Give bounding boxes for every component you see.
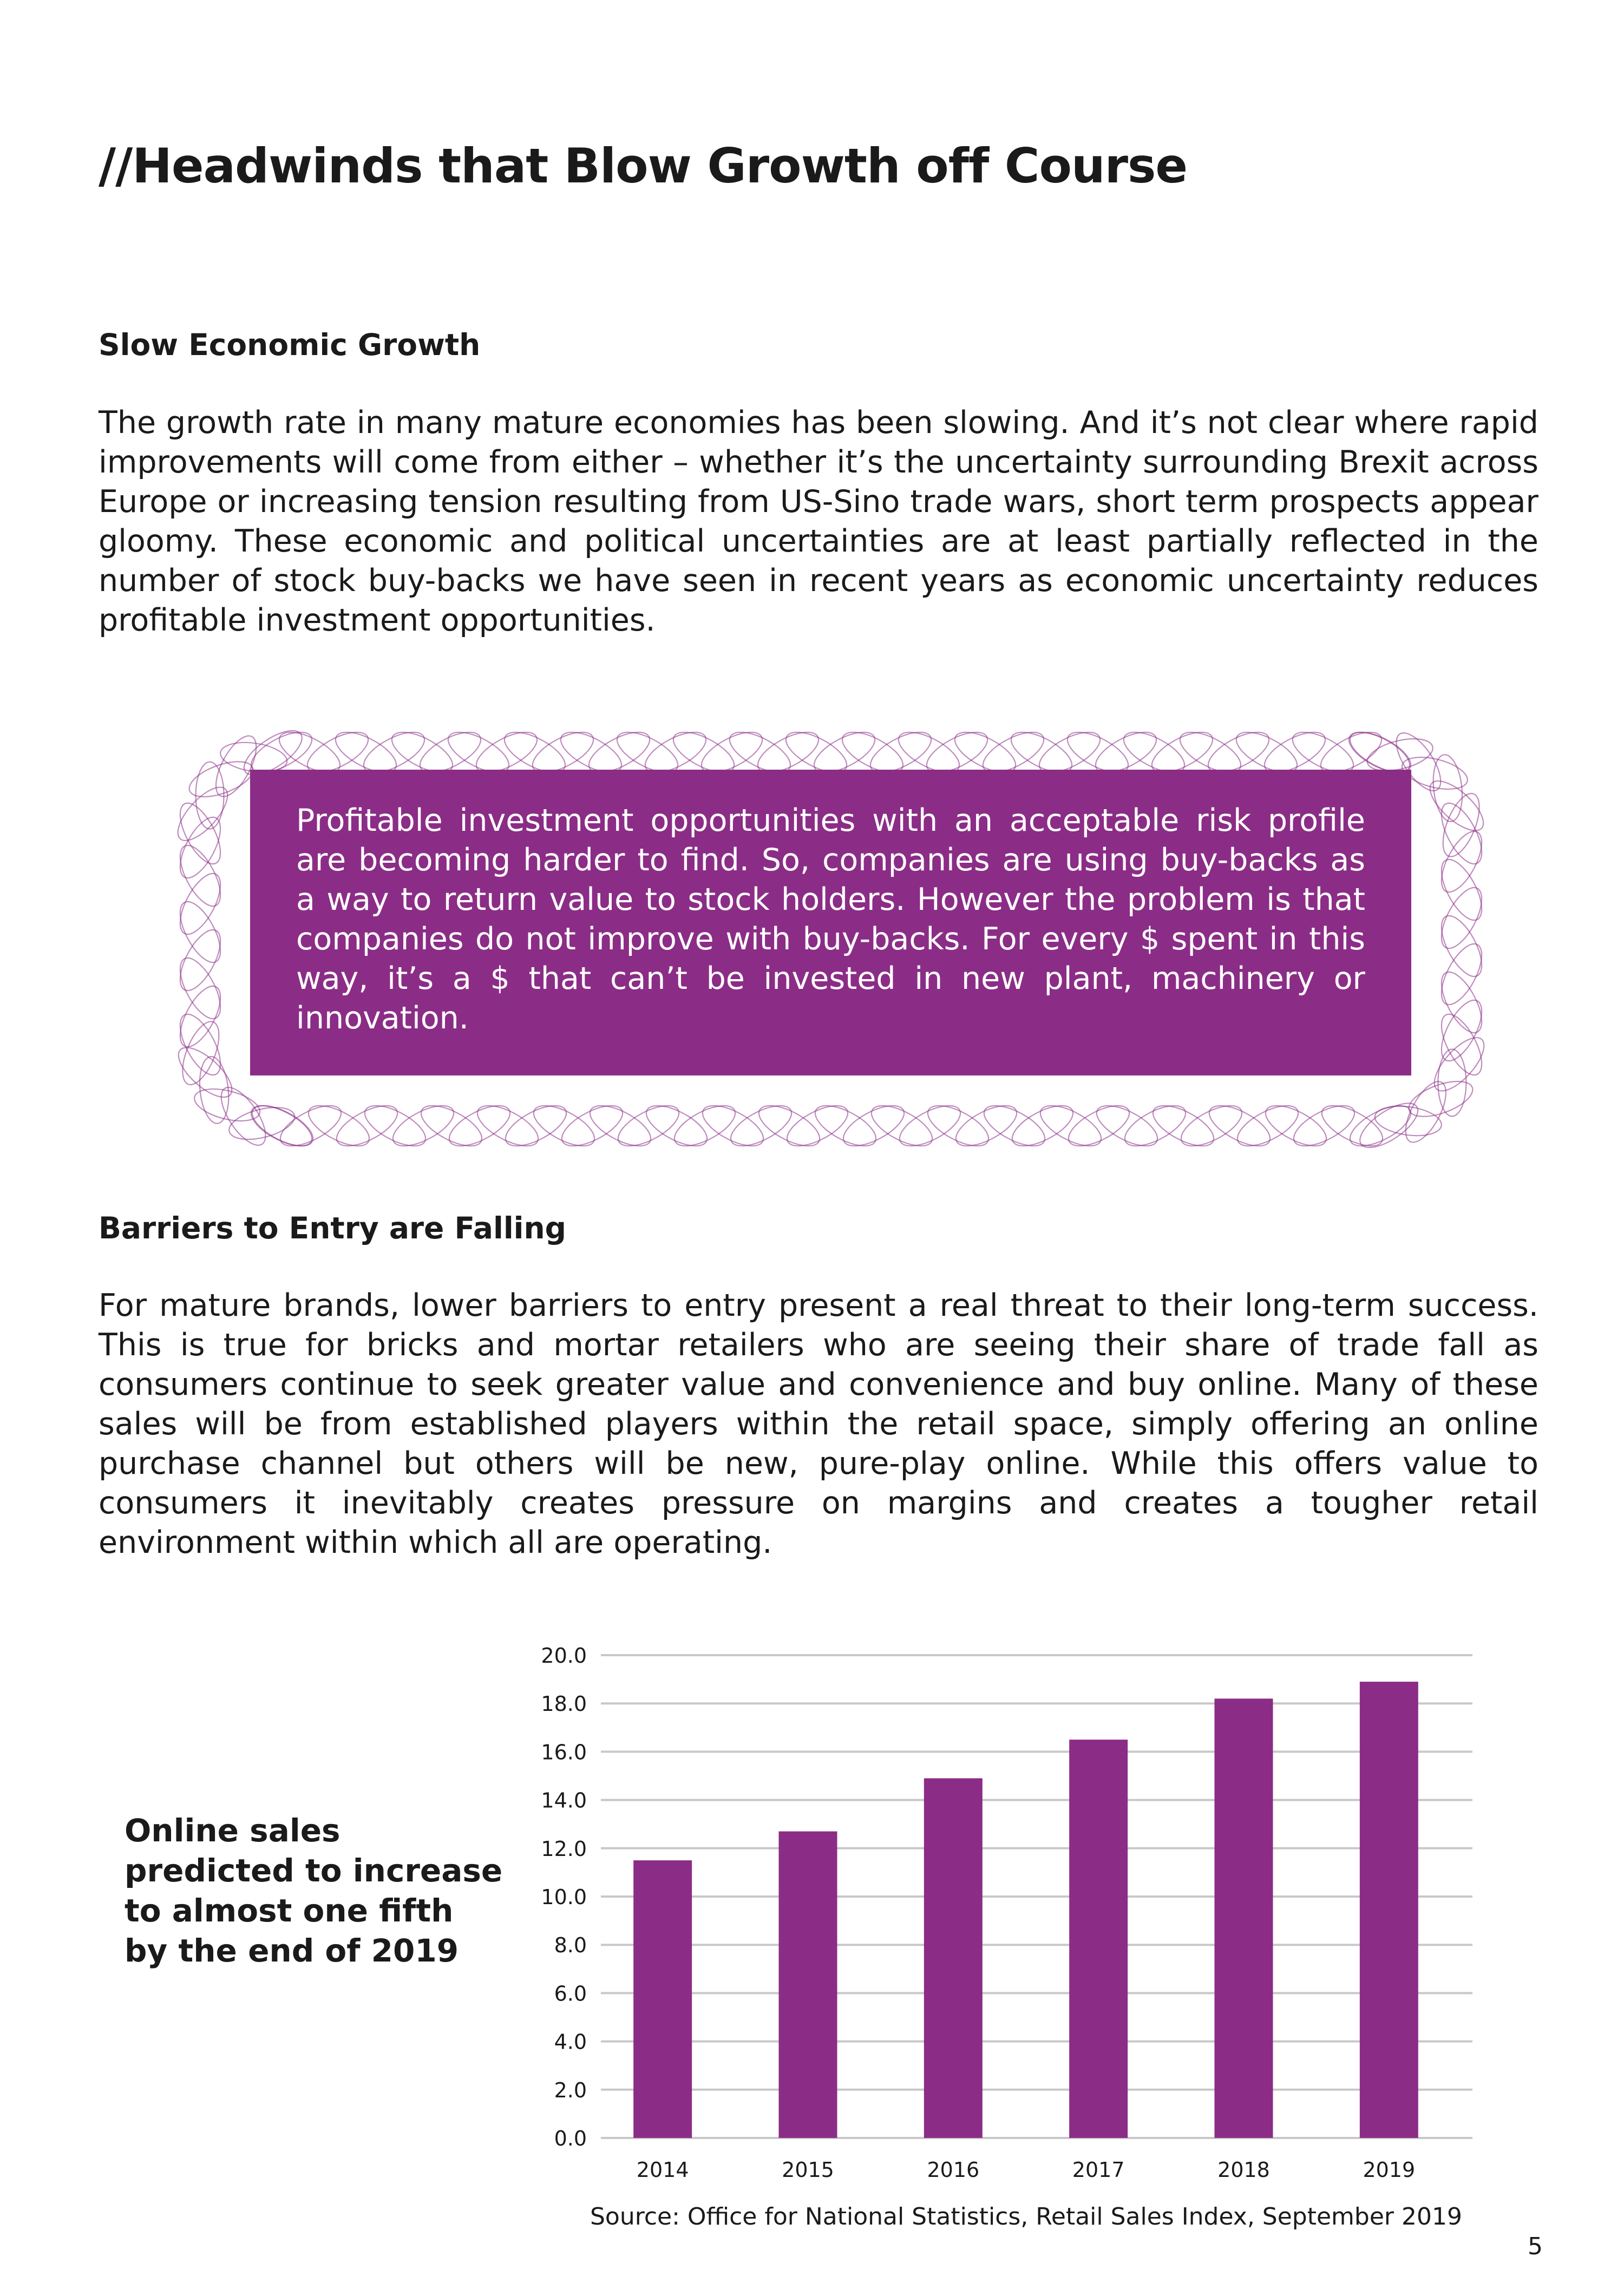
x-tick-label: 2017 — [1072, 2158, 1125, 2182]
y-tick-label: 6.0 — [554, 1982, 587, 2006]
online-sales-bar-chart — [520, 1624, 1472, 2187]
callout-box — [250, 770, 1411, 1075]
paragraph-slow-growth: The growth rate in many mature economies has been slowing. And it’s not clear where rapid improvements will come from either – whether it’s the uncertainty surrounding Brexit across Europe or increasing tension resulting from US-Sino trade wars, short term prospects appear gloomy. These economic and political uncertainties are at least partially reflected in the number of stock buy-backs we have seen in recent years as economic uncertainty reduces profitable investment opportunities. — [99, 405, 1538, 638]
x-tick-label: 2019 — [1363, 2158, 1416, 2182]
x-tick-label: 2015 — [782, 2158, 834, 2182]
y-tick-label: 2.0 — [554, 2078, 587, 2102]
bar-2018 — [1215, 1698, 1273, 2138]
chart-source: Source: Office for National Statistics, Retail Sales Index, September 2019 — [590, 2203, 1462, 2231]
paragraph-barriers: For mature brands, lower barriers to entry present a real threat to their long-term success. This is true for bricks and mortar retailers who are seeing their share of trade fall as consumers continue to seek greater value and convenience and buy online. Many of these sales will be from established players within the retail space, simply offering an online purchase channel but others will be new, pure-play online. While this offers value to consumers it inevitably creates pressure on margins and creates a tougher retail environment within which all are operating. — [99, 1288, 1538, 1560]
section-heading-slow-growth: Slow Economic Growth — [99, 327, 481, 362]
x-tick-label: 2018 — [1217, 2158, 1270, 2182]
y-tick-label: 10.0 — [541, 1885, 587, 1909]
bar-2016 — [924, 1778, 983, 2138]
bar-2019 — [1360, 1682, 1418, 2138]
bar-2014 — [633, 1860, 692, 2138]
x-tick-label: 2014 — [636, 2158, 689, 2182]
y-tick-label: 16.0 — [541, 1740, 587, 1764]
section-heading-barriers: Barriers to Entry are Falling — [99, 1211, 567, 1245]
y-tick-label: 14.0 — [541, 1788, 587, 1813]
x-tick-label: 2016 — [927, 2158, 980, 2182]
y-tick-label: 4.0 — [554, 2030, 587, 2054]
y-tick-label: 18.0 — [541, 1692, 587, 1716]
bar-2015 — [779, 1832, 837, 2138]
y-tick-label: 0.0 — [554, 2127, 587, 2150]
page-number: 5 — [1528, 2233, 1543, 2260]
callout-text: Profitable investment opportunities with an acceptable risk profile are becoming harder to find. So, companies are using buy-backs as a way to return value to stock holders. However the problem is that companies do not improve with buy-backs. For every $ spent in this way, it’s a $ that can’t be invested in new plant, machinery or innovation. — [296, 803, 1365, 1036]
page-title: //Headwinds that Blow Growth off Course — [99, 138, 1188, 194]
chart-caption: Online sales predicted to increase to almost one fifth by the end of 2019 — [125, 1812, 503, 1969]
y-tick-label: 8.0 — [554, 1933, 587, 1958]
bar-2017 — [1069, 1740, 1128, 2138]
y-tick-label: 12.0 — [541, 1836, 587, 1861]
y-tick-label: 20.0 — [541, 1644, 587, 1668]
